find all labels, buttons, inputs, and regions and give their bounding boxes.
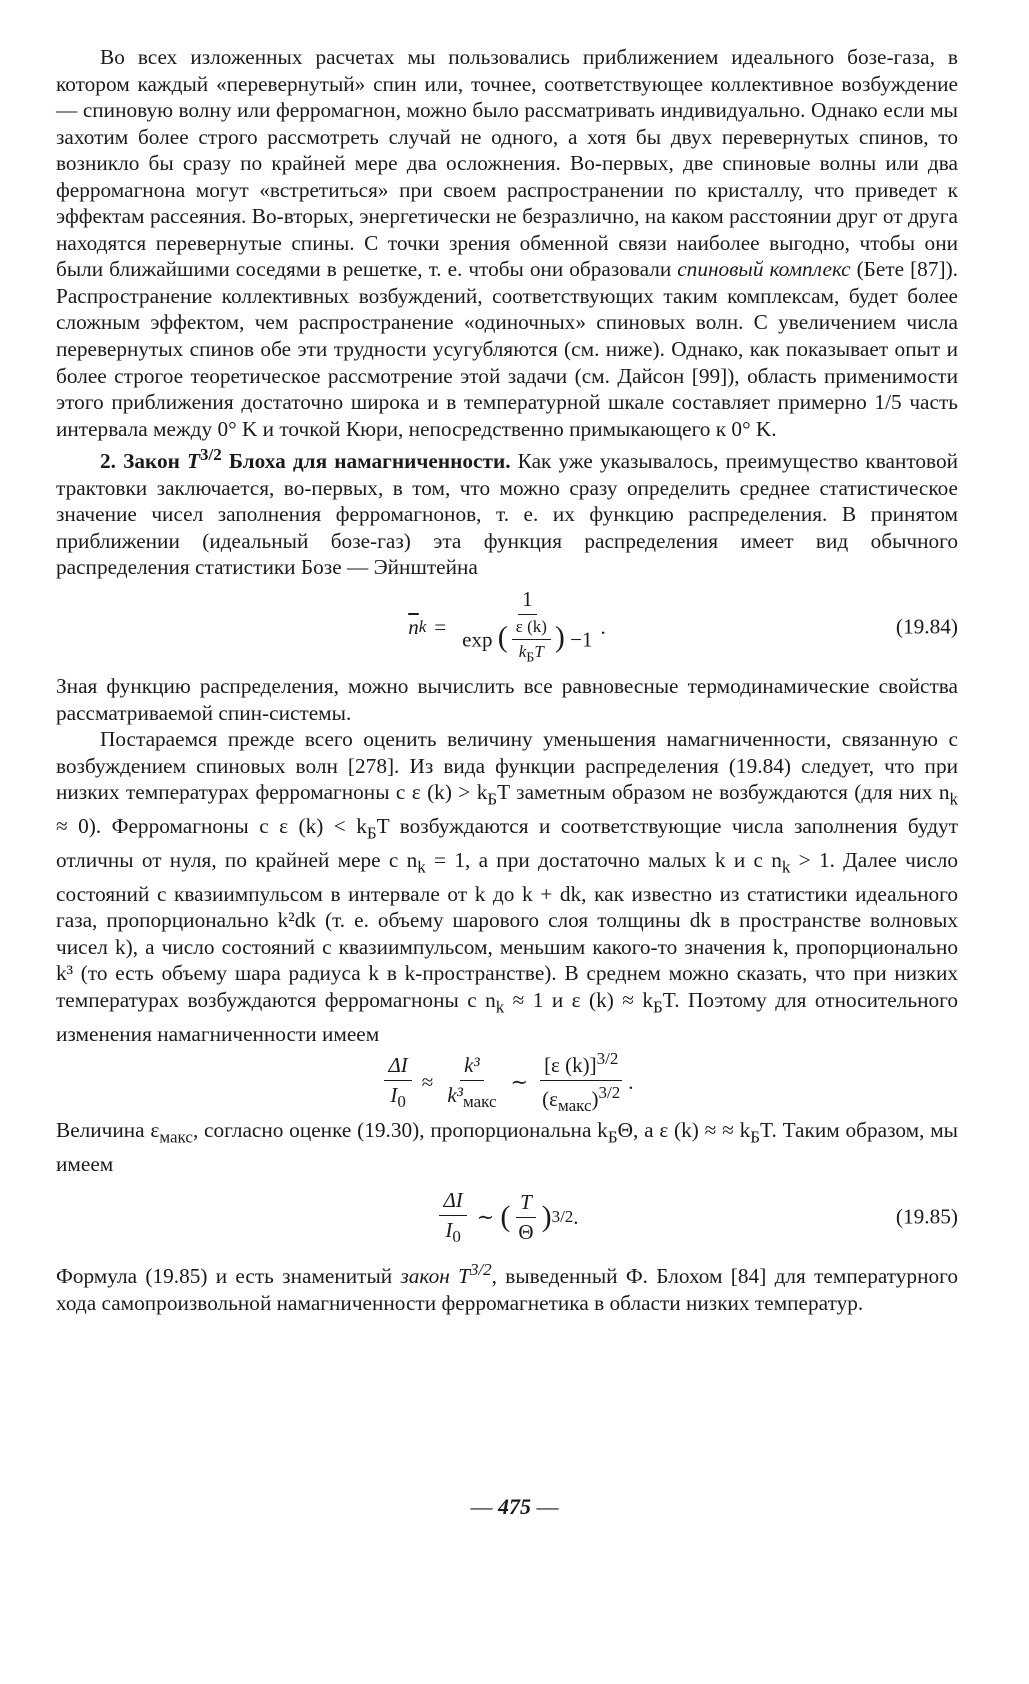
equation-number: (19.84)	[895, 614, 958, 639]
paragraph-emax: Величина $\varepsilon_{макс}$, согласно оценке (19.30), пропорциональна $k_Б\Theta$, а ε (k) ≈ ≈ $k_БT$. Таким образом, мы имеем	[56, 1118, 958, 1176]
paragraph-bloch-formula: Формула (19.85) и есть знаменитый закон $T^{3/2}$, выведенный Ф. Блохом [84] для температурного хода самопроизвольной намагниченности ферромагнетика в области низких температур.	[56, 1260, 958, 1316]
page-number: — 475 —	[470, 1494, 559, 1519]
equation-19-84: $\overline{n}$ k = 1 exp ( $\frac{\varepsilon (k)}{k_БT}$ ) −1 . (19.84)	[408, 587, 958, 666]
paragraph-magnetization-decrease: Постараемся прежде всего оценить величину уменьшения намагниченности, связанную с возбуждением спиновых волн [278]. Из вида функции распределения (19.84) следует, что при низких температурах ферромагноны с ε $(k) > k_БT$ заметным образом не возбуждаются (для них $n_k \approx 0$). Ферромагноны с ε $(k) < k_БT$ возбуждаются и соответствующие числа заполнения будут отличны от нуля, по крайней мере с $n_k = 1$, а при достаточно малых k и с $n_k > 1$. Далее число состояний с квазиимпульсом в интервале от k до k + dk, как известно из статистики идеального газа, пропорционально k²dk (т. е. объему шарового слоя толщины dk в пространстве волновых чисел k), а число состояний с квазиимпульсом, меньшим какого-то значения k, пропорционально k³ (то есть объему шара радиуса k в k-пространстве). В среднем можно сказать, что при низких температурах возбуждаются ферромагноны с $n_k \approx 1$ и ε $(k) \approx k_БT$. Поэтому для относительного изменения намагниченности имеем	[56, 727, 958, 1046]
equation-19-85: $\frac{\Delta I}{I_0}$ ∼ ( $\frac{T}{\Theta}$ ) 3/2 . (19.85)	[56, 1177, 958, 1257]
section-heading: 2. Закон $T^{3/2}$ Блоха для намагниченности.	[100, 445, 511, 474]
page-body	[56, 44, 958, 1317]
paragraph-thermodynamics: Зная функцию распределения, можно вычислить все равновесные термодинамические свойства рассматриваемой спин-системы.	[56, 674, 958, 725]
paragraph-bose-gas: Во всех изложенных расчетах мы пользовались приближением идеального бозе-газа, в котором каждый «перевернутый» спин или, точнее, соответствующее коллективное возбуждение — спиновую волну или ферромагнон, можно было рассматривать индивидуально. Однако если мы захотим более строго рассмотреть случай не одного, а хотя бы двух перевернутых спинов, то возникло бы сразу по крайней мере два осложнения. Во-первых, две спиновые волны или два ферромагнона могут «встретиться» при своем распространении по кристаллу, что приведет к эффектам рассеяния. Во-вторых, энергетически не безразлично, на каком расстоянии друг от друга находятся перевернутые спины. С точки зрения обменной связи наиболее выгодно, чтобы они были ближайшими соседями в решетке, т. е. чтобы они образовали спиновый комплекс (Бете [87]). Распространение коллективных возбуждений, соответствующих таким комплексам, будет более сложным эффектом, чем распространение «одиночных» спиновых волн. С увеличением числа перевернутых спинов обе эти трудности усугубляются (см. ниже). Однако, как показывает опыт и более строгое теоретическое рассмотрение этой задачи (см. Дайсон [99]), область применимости этого приближения достаточно широка и в температурной шкале составляет примерно 1/5 часть интервала между 0° K и точкой Кюри, непосредственно примыкающего к 0° K.	[56, 45, 958, 441]
emphasis-spin-complex: спиновый комплекс	[677, 257, 851, 282]
paragraph-bloch-law: 2. Закон $T^{3/2}$ Блоха для намагниченности. Как уже указывалось, преимущество квантовой трактовки заключается, во-первых, в том, что можно сразу определить среднее статистическое значение чисел заполнения ферромагнонов, т. е. их функцию распределения. В принятом приближении (идеальный бозе-газ) эта функция распределения имеет вид обычного распределения статистики Бозе — Эйнштейна	[56, 445, 959, 580]
equation-number: (19.85)	[895, 1204, 958, 1229]
equation-relative-change: $\frac{\Delta I}{I_0}$ ≈ $\frac{\text{k³}}{k^3_{макс}}$ ∼ $\frac{[\varepsilon (k)]^{3/2}}{(\varepsilon_{макс})^{3/2}}$ .	[56, 1047, 958, 1117]
